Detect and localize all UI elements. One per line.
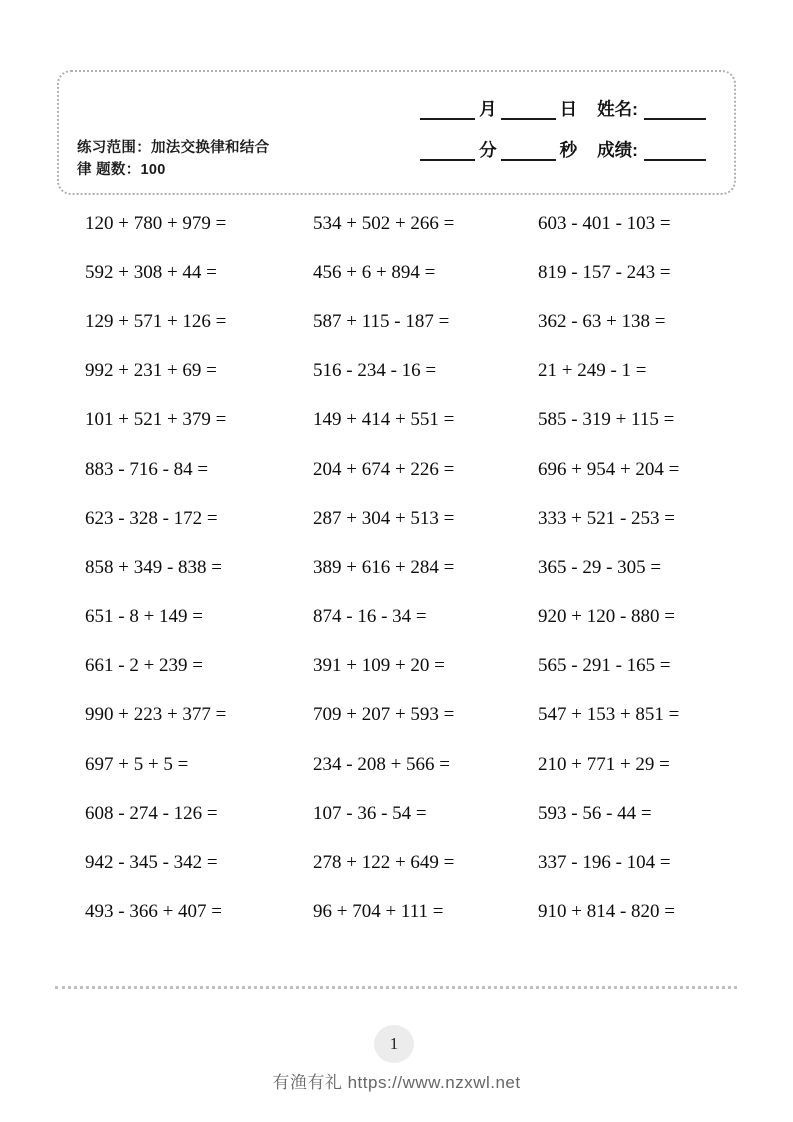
problem-r2-c2: 456 + 6 + 894 =	[313, 261, 436, 283]
name-label: 姓名:	[597, 99, 638, 119]
problem-r12-c2: 234 - 208 + 566 =	[313, 753, 451, 775]
day-blank	[501, 96, 556, 120]
problem-r3-c2: 587 + 115 - 187 =	[313, 310, 450, 332]
problem-r2-c1: 592 + 308 + 44 =	[85, 261, 217, 283]
time-score-row	[416, 137, 710, 161]
problem-r13-c3: 593 - 56 - 44 =	[538, 802, 652, 824]
day-label: 日	[559, 99, 578, 119]
problem-r8-c1: 858 + 349 - 838 =	[85, 556, 223, 578]
date-name-row	[416, 96, 710, 120]
practice-range-line2: 律 题数：100	[77, 162, 166, 178]
problem-r7-c2: 287 + 304 + 513 =	[313, 507, 455, 529]
problem-r5-c2: 149 + 414 + 551 =	[313, 409, 455, 431]
practice-range-line1: 练习范围：加法交换律和结合	[77, 140, 270, 156]
problem-r4-c2: 516 - 234 - 16 =	[313, 360, 437, 382]
month-blank	[420, 96, 475, 120]
problem-r5-c1: 101 + 521 + 379 =	[85, 409, 227, 431]
footer-site-text: 有渔有礼 https://www.nzxwl.net	[272, 1073, 521, 1092]
problem-r9-c2: 874 - 16 - 34 =	[313, 606, 427, 628]
problem-r15-c3: 910 + 814 - 820 =	[538, 901, 676, 923]
problem-r6-c2: 204 + 674 + 226 =	[313, 458, 455, 480]
problem-r9-c3: 920 + 120 - 880 =	[538, 606, 676, 628]
problem-r2-c3: 819 - 157 - 243 =	[538, 261, 671, 283]
problem-r10-c2: 391 + 109 + 20 =	[313, 655, 445, 677]
problem-r7-c3: 333 + 521 - 253 =	[538, 507, 676, 529]
problem-r4-c3: 21 + 249 - 1 =	[538, 360, 647, 382]
practice-range	[77, 137, 269, 181]
problem-r14-c3: 337 - 196 - 104 =	[538, 852, 671, 874]
problem-r15-c1: 493 - 366 + 407 =	[85, 901, 223, 923]
problem-r10-c3: 565 - 291 - 165 =	[538, 655, 671, 677]
score-blank	[644, 137, 706, 161]
dotted-divider	[55, 986, 737, 989]
problem-r11-c3: 547 + 153 + 851 =	[538, 704, 680, 726]
problem-r12-c1: 697 + 5 + 5 =	[85, 753, 189, 775]
page-number-badge	[374, 1025, 414, 1063]
problem-r13-c2: 107 - 36 - 54 =	[313, 802, 427, 824]
score-label: 成绩:	[597, 140, 638, 160]
month-label: 月	[479, 99, 497, 119]
problem-r14-c2: 278 + 122 + 649 =	[313, 852, 455, 874]
minute-label: 分	[479, 140, 497, 160]
problem-r6-c3: 696 + 954 + 204 =	[538, 458, 680, 480]
problem-r1-c3: 603 - 401 - 103 =	[538, 212, 671, 234]
problem-r15-c2: 96 + 704 + 111 =	[313, 901, 444, 923]
problem-r14-c1: 942 - 345 - 342 =	[85, 852, 218, 874]
problem-r12-c3: 210 + 771 + 29 =	[538, 753, 670, 775]
problem-r3-c3: 362 - 63 + 138 =	[538, 310, 666, 332]
problem-r4-c1: 992 + 231 + 69 =	[85, 360, 217, 382]
header-fields	[416, 96, 710, 161]
second-blank	[501, 137, 556, 161]
problems-grid	[85, 199, 735, 937]
problem-r9-c1: 651 - 8 + 149 =	[85, 606, 204, 628]
problem-r5-c3: 585 - 319 + 115 =	[538, 409, 675, 431]
page-number: 1	[389, 1034, 399, 1053]
problem-r7-c1: 623 - 328 - 172 =	[85, 507, 218, 529]
name-blank	[644, 96, 706, 120]
problem-r8-c2: 389 + 616 + 284 =	[313, 556, 455, 578]
problem-r6-c1: 883 - 716 - 84 =	[85, 458, 209, 480]
header-box	[57, 70, 736, 195]
problem-r1-c1: 120 + 780 + 979 =	[85, 212, 227, 234]
problem-r13-c1: 608 - 274 - 126 =	[85, 802, 218, 824]
problem-r11-c2: 709 + 207 + 593 =	[313, 704, 455, 726]
second-label: 秒	[559, 140, 578, 160]
problem-r8-c3: 365 - 29 - 305 =	[538, 556, 662, 578]
problem-r11-c1: 990 + 223 + 377 =	[85, 704, 227, 726]
minute-blank	[420, 137, 475, 161]
problem-r1-c2: 534 + 502 + 266 =	[313, 212, 455, 234]
problem-r10-c1: 661 - 2 + 239 =	[85, 655, 204, 677]
problem-r3-c1: 129 + 571 + 126 =	[85, 310, 227, 332]
